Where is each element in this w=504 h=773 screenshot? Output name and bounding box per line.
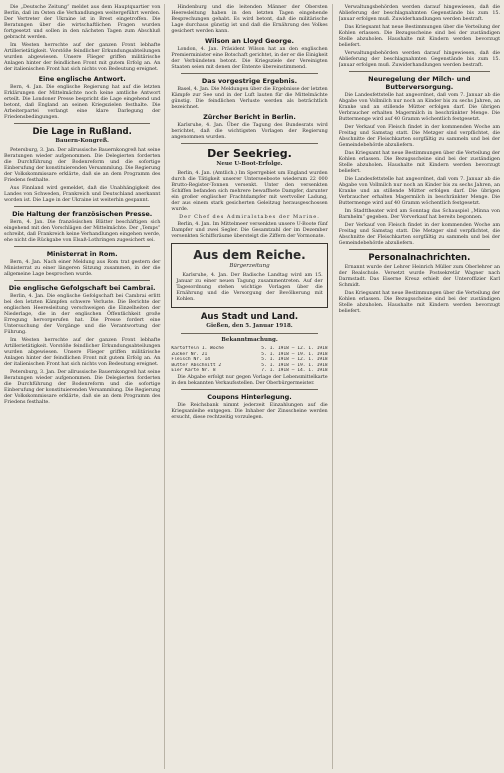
article-text: Bern, 4. Jan. Die französischen Blätter beschäftigen sich eingehend mit den Vorschlägen der Mittelmächte. Der „Temps“ schreibt, daß Frankreich keine Verhandlungen eingehen werde, ehe nicht die Rückgabe von Elsaß-Lothringen zugesichert sei. — [4, 219, 161, 243]
divider — [349, 71, 490, 72]
section-title: Aus dem Reiche. — [193, 248, 306, 262]
article-text: Im Westen herrschte auf der ganzen Front lebhafte Artillerietätigkeit. Vorstöße feindlicher Erkundungsabteilungen wurden abgewiesen. Unsere Flieger griffen militärische Anlagen hinter der feindlichen Front mit gutem Erfolg an. An der italienischen Front hat sich nichts von Bedeutung ereignet. — [4, 42, 161, 72]
article-text: Petersburg, 3. Jan. Der allrussische Bauernkongreß hat seine Beratungen wieder aufgenommen. Die Delegierten forderten die Durchführung der Bodenreform und die sofortige Einberufung der konstituierenden Versammlung. Die Regierung der Volkskommissare erklärte, daß sie an dem Programm des Friedens festhalte. — [4, 369, 161, 405]
article-text: Das Kriegsamt hat neue Bestimmungen über die Verteilung der Kohlen erlassen. Die Bezugsscheine sind bei der zuständigen Stelle abzuholen. Haushalte mit Kindern werden bevorzugt beliefert. — [338, 150, 500, 174]
article-text: Im Stadttheater wird am Sonntag das Schauspiel „Minna von Barnhelm“ gegeben. Der Vorverkauf hat bereits begonnen. — [338, 208, 500, 220]
article-text: Bern, 4. Jan. Nach einer Meldung aus Rom trat gestern der Ministerrat zu einer längeren Sitzung zusammen, in der die allgemeine Lage besprochen wurde. — [4, 259, 161, 277]
divider — [14, 123, 150, 124]
table-cell: Zucker Nr. 21 — [171, 351, 208, 357]
table-cell: Butter Abschnitt 2 — [171, 362, 222, 368]
table-cell: 5. 1. 1918 — 19. 1. 1918 — [261, 351, 328, 357]
table-cell: 5. 1. 1918 — 19. 1. 1918 — [261, 362, 328, 368]
section-box — [171, 243, 327, 308]
headline: Ministerrat in Rom. — [46, 250, 118, 258]
subheadline: Bekanntmachung. — [221, 337, 278, 343]
article-text: Karlsruhe, 4. Jan. Über die Tagung des Bundesrats wird berichtet, daß die wichtigsten Vorlagen der Regierung angenommen wurden. — [171, 122, 328, 140]
headline: Die Haltung der französischen Presse. — [12, 210, 153, 218]
subheadline: Neue U-Boot-Erfolge. — [216, 161, 283, 167]
column-1 — [4, 4, 165, 769]
headline: Coupons Hinterlegung. — [207, 392, 292, 401]
headline: Aus Stadt und Land. — [200, 312, 299, 322]
divider — [181, 389, 317, 390]
table-cell: Kartoffeln 1. Woche — [171, 346, 224, 351]
article-text: Der Verkauf von Fleisch findet in der kommenden Woche am Freitag und Samstag statt. Die Metzger sind verpflichtet, die Abschnitte der Fleischkarten sorgfältig zu sammeln und bei der Gemeindebehörde abzuliefern. — [338, 222, 500, 246]
divider — [181, 143, 317, 144]
headline: Personalnachrichten. — [368, 253, 471, 263]
headline: Neuregelung der Milch- und Butterversorgung. — [368, 75, 471, 91]
article-text: Verwaltungsbehörden werden darauf hingewiesen, daß die Ablieferung der beschlagnahmten Gegenstände bis zum 15. Januar erfolgen muß. Zuwiderhandlungen werden bestraft. — [338, 50, 500, 68]
table-cell: Eier Karte Nr. 8 — [171, 368, 216, 374]
article-text: Die Reichsbank nimmt jederzeit Einzahlungen auf die Kriegsanleihe entgegen. Die Inhaber der Zinsscheine werden ersucht, diese rechtzeitig vorzulegen. — [171, 401, 328, 420]
article-text: Die „Deutsche Zeitung“ meldet aus dem Hauptquartier von Berlin, daß im Osten die Verhandlungen weitergeführt werden. Der Vertreter der Ukraine ist in Brest eingetroffen. Die Beratungen über die wirtschaftlichen Fragen wurden fortgesetzt und sollen in den nächsten Tagen zum Abschluß gebracht werden. — [4, 4, 161, 40]
divider — [14, 246, 150, 247]
article-text: Die Landesfettstelle hat angeordnet, daß vom 7. Januar ab die Abgabe von Vollmilch nur noch an Kinder bis zu sechs Jahren, an Kranke und an stillende Mütter erfolgen darf. Die übrigen Verbraucher erhalten Magermilch in beschränkter Menge. Die Buttermenge wird auf 40 Gramm wöchentlich festgesetzt. — [338, 92, 500, 122]
article-text: Basel, 4. Jan. Die Meldungen über die Ergebnisse der letzten Kämpfe zur See und in der Luft lauten für die Mittelmächte günstig. Die feindlichen Verluste werden als beträchtlich bezeichnet. — [171, 86, 328, 110]
article-text: Die Landesfettstelle hat angeordnet, daß vom 7. Januar ab die Abgabe von Vollmilch nur noch an Kinder bis zu sechs Jahren, an Kranke und an stillende Mütter erfolgen darf. Die übrigen Verbraucher erhalten Magermilch in beschränkter Menge. Die Buttermenge wird auf 40 Gramm wöchentlich festgesetzt. — [338, 176, 500, 206]
article-text: Die Abgabe erfolgt nur gegen Vorlage der Lebensmittelkarte in den bekannten Verkaufsstellen. Der Oberbürgermeister. — [171, 373, 328, 386]
table-cell: Fleisch Nr. 14 — [171, 357, 211, 363]
column-3 — [339, 4, 500, 769]
divider — [349, 249, 490, 250]
headline: Der Seekrieg. — [207, 147, 292, 160]
article-text: Im Westen herrschte auf der ganzen Front lebhafte Artillerietätigkeit. Vorstöße feindlicher Erkundungsabteilungen wurden abgewiesen. Unsere Flieger griffen militärische Anlagen hinter der feindlichen Front mit gutem Erfolg an. An der italienischen Front hat sich nichts von Bedeutung ereignet. — [4, 337, 161, 367]
article-text: Hindenburg und die leitenden Männer der Obersten Heeresleitung haben in den letzten Tagen eingehende Besprechungen gehabt. Es wird betont, daß die militärische Lage durchaus günstig ist und daß die Ernährung des Volkes gesichert werden kann. — [171, 4, 328, 34]
divider — [14, 206, 150, 207]
divider — [181, 73, 317, 74]
article-text: Bern, 4. Jan. Die englische Regierung hat auf die letzten Erklärungen der Mittelmächte noch keine amtliche Antwort erteilt. Die Londoner Presse bespricht die Lage eingehend und betont, daß England an seinen Kriegszielen festhalte. Die Arbeiterpartei verlangt eine klare Darlegung der Friedensbedingungen. — [4, 84, 161, 120]
headline: Zürcher Bericht in Berlin. — [203, 113, 296, 121]
subheadline: Bauern-Kongreß. — [55, 138, 109, 144]
headline: Eine englische Antwort. — [38, 75, 126, 83]
article-text: Berlin, 4. Jan. (Amtlich.) Im Sperrgebiet um England wurden durch die Tätigkeit unserer Unterseeboote wiederum 22 000 Brutto-Register-Tonnen versenkt. Unter den versenkten Schiffen befanden sich mehrere bewaffnete Dampfer, darunter ein großer englischer Frachtdampfer mit wertvoller Ladung, der aus einem stark gesicherten Geleitzug herausgeschossen wurde. — [171, 170, 328, 212]
table-cell: 7. 1. 1918 — 14. 1. 1918 — [261, 368, 328, 374]
table-cell: 5. 1. 1918 — 12. 1. 1918 — [261, 357, 328, 363]
column-2 — [171, 4, 332, 769]
signature-line: Der Chef des Admiralstabes der Marine. — [179, 214, 320, 220]
article-text: Ernannt wurde der Lehrer Heinrich Müller zum Oberlehrer an der Realschule. Versetzt wurde Postsekretär Wagner nach Darmstadt. Das Eiserne Kreuz erhielt der Unteroffizier Karl Schmidt. — [338, 264, 500, 288]
divider — [14, 280, 150, 281]
section-subtitle: Bürgerzeitung — [229, 263, 270, 269]
article-text: Karlsruhe, 4. Jan. Der Badische Landtag wird am 15. Januar zu einer neuen Tagung zusammentreten. Auf der Tagesordnung stehen wichtige Vorlagen über die Ernährung und die Versorgung der Bevölkerung mit Kohlen. — [176, 272, 323, 302]
headline: Die englische Gefolgschaft bei Cambrai. — [8, 284, 156, 292]
dateline: Gießen, den 5. Januar 1918. — [206, 323, 293, 329]
article-text: Das Kriegsamt hat neue Bestimmungen über die Verteilung der Kohlen erlassen. Die Bezugsscheine sind bei der zuständigen Stelle abzuholen. Haushalte mit Kindern werden bevorzugt beliefert. — [338, 290, 500, 314]
divider — [181, 333, 317, 334]
article-text: Der Verkauf von Fleisch findet in der kommenden Woche am Freitag und Samstag statt. Die Metzger sind verpflichtet, die Abschnitte der Fleischkarten sorgfältig zu sammeln und bei der Gemeindebehörde abzuliefern. — [338, 124, 500, 148]
article-text: London, 4. Jan. Präsident Wilson hat an den englischen Premierminister eine Botschaft gerichtet, in der er die Einigkeit der Verbündeten betont. Die Kriegsziele der Vereinigten Staaten seien mit denen der Entente übereinstimmend. — [171, 46, 328, 70]
headline: Die Lage in Rußland. — [32, 127, 132, 137]
table-cell: 5. 1. 1918 — 12. 1. 1918 — [261, 346, 328, 351]
article-text: Berlin, 4. Jan. Im Mittelmeer versenkten unsere U-Boote fünf Dampfer und zwei Segler. Die Gesamtzahl der im Dezember versenkten Schiffsräume übersteigt die Ziffern der Vormonate. — [171, 221, 328, 239]
article-text: Petersburg, 3. Jan. Der allrussische Bauernkongreß hat seine Beratungen wieder aufgenommen. Die Delegierten forderten die Durchführung der Bodenreform und die sofortige Einberufung der konstituierenden Versammlung. Die Regierung der Volkskommissare erklärte, daß sie an dem Programm des Friedens festhalte. — [4, 147, 161, 183]
headline: Wilson an Lloyd George. — [204, 37, 295, 45]
article-text: Aus Finnland wird gemeldet, daß die Unabhängigkeit des Landes von Schweden, Frankreich und Deutschland anerkannt worden ist. Die Lage in der Ukraine ist weiterhin gespannt. — [4, 185, 161, 203]
headline: Das vorgestrige Ergebnis. — [201, 77, 298, 85]
ration-table — [171, 346, 327, 374]
article-text: Berlin, 4. Jan. Die englische Gefolgschaft bei Cambrai erlitt bei den letzten Kämpfen schwere Verluste. Die Berichte der englischen Heeresleitung verschweigen die Einzelheiten der Niederlage, die in der englischen Öffentlichkeit große Erregung hervorgerufen hat. Die Presse fordert eine Untersuchung der Vorgänge und die Verantwortung der Führung. — [4, 293, 161, 335]
article-text: Das Kriegsamt hat neue Bestimmungen über die Verteilung der Kohlen erlassen. Die Bezugsscheine sind bei der zuständigen Stelle abzuholen. Haushalte mit Kindern werden bevorzugt beliefert. — [338, 24, 500, 48]
article-text: Verwaltungsbehörden werden darauf hingewiesen, daß die Ablieferung der beschlagnahmten Gegenstände bis zum 15. Januar erfolgen muß. Zuwiderhandlungen werden bestraft. — [338, 4, 500, 22]
